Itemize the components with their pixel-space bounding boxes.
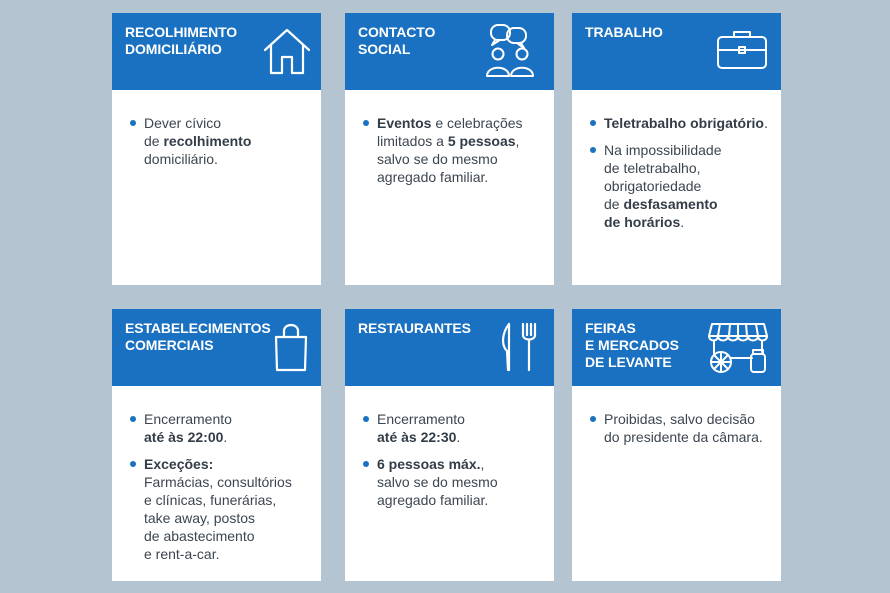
bullet-item <box>589 410 771 446</box>
card-title <box>585 24 663 41</box>
bullet-line: salvo se do mesmo <box>377 474 498 490</box>
card-title <box>358 320 471 337</box>
bullet-line: salvo se do mesmo <box>377 151 498 167</box>
bullet-line: de abastecimento <box>144 528 255 544</box>
card-title-line: TRABALHO <box>585 24 663 40</box>
card-body <box>112 90 321 168</box>
bullet-item <box>129 455 311 563</box>
card-header <box>112 309 321 386</box>
bullet-line: e clínicas, funerárias, <box>144 492 277 508</box>
card-title-line: SOCIAL <box>358 41 411 57</box>
bold-text: 5 pessoas <box>447 133 516 149</box>
bullet-line: até às 22:30. <box>377 429 461 445</box>
card-title-line: FEIRAS <box>585 320 636 336</box>
bold-text: até às 22:30 <box>377 429 457 445</box>
card-title-line: E MERCADOS <box>585 337 679 353</box>
shopping-bag-icon <box>272 321 310 373</box>
card-contacto-social <box>345 13 554 285</box>
bullet-line: Dever cívico <box>144 115 222 131</box>
bold-text: Exceções: <box>144 456 214 472</box>
bullet-line: take away, postos <box>144 510 256 526</box>
card-body <box>345 90 554 186</box>
bullet-item <box>589 114 771 132</box>
bullet-line: e rent-a-car. <box>144 546 220 562</box>
bullet-line: agregado familiar. <box>377 169 489 185</box>
card-header <box>345 309 554 386</box>
house-icon <box>262 26 312 76</box>
knife-fork-icon <box>499 321 539 375</box>
bullet-line: 6 pessoas máx., <box>377 456 485 472</box>
card-title-line: COMERCIAIS <box>125 337 214 353</box>
card-header <box>112 13 321 90</box>
bold-text: de horários <box>604 214 681 230</box>
bullet-line: Proibidas, salvo decisão <box>604 411 755 427</box>
bold-text: desfasamento <box>623 196 718 212</box>
card-title-line: RECOLHIMENTO <box>125 24 238 40</box>
bold-text: recolhimento <box>163 133 252 149</box>
card-body <box>345 386 554 509</box>
card-header <box>572 13 781 90</box>
bullet-line: Eventos e celebrações <box>377 115 523 131</box>
card-title-line: DE LEVANTE <box>585 354 672 370</box>
bullet-line: domiciliário. <box>144 151 218 167</box>
bold-text: Teletrabalho obrigatório <box>604 115 764 131</box>
people-chat-icon <box>483 21 541 79</box>
bullet-line: Farmácias, consultórios <box>144 474 292 490</box>
bullet-line: de desfasamento <box>604 196 718 212</box>
bullet-line: obrigatoriedade <box>604 178 702 194</box>
bullet-item <box>129 410 311 446</box>
bullet-item <box>362 114 544 186</box>
card-body <box>112 386 321 563</box>
bullet-line: Encerramento <box>377 411 465 427</box>
bold-text: até às 22:00 <box>144 429 224 445</box>
bullet-item <box>129 114 311 168</box>
bullet-item <box>589 141 771 231</box>
card-trabalho <box>572 13 781 285</box>
bullet-item <box>362 455 544 509</box>
market-stall-icon <box>708 318 768 376</box>
bullet-line: até às 22:00. <box>144 429 228 445</box>
bullet-line: Encerramento <box>144 411 232 427</box>
bullet-line: Na impossibilidade <box>604 142 722 158</box>
card-title-line: DOMICILIÁRIO <box>125 41 222 57</box>
briefcase-icon <box>715 28 769 72</box>
card-feiras-mercados <box>572 309 781 581</box>
bullet-line: agregado familiar. <box>377 492 489 508</box>
card-title <box>125 320 271 354</box>
card-body <box>572 90 781 231</box>
bullet-line: limitados a 5 pessoas, <box>377 133 520 149</box>
card-title-line: CONTACTO <box>358 24 436 40</box>
bullet-line: de horários. <box>604 214 685 230</box>
card-title <box>125 24 237 58</box>
bold-text: 6 pessoas máx. <box>377 456 481 472</box>
bullet-line: de recolhimento <box>144 133 252 149</box>
card-header <box>572 309 781 386</box>
bullet-line <box>144 455 311 473</box>
card-recolhimento <box>112 13 321 285</box>
bullet-line: do presidente da câmara. <box>604 429 763 445</box>
card-header <box>345 13 554 90</box>
card-title <box>358 24 435 58</box>
bold-text: Eventos <box>377 115 432 131</box>
card-restaurantes <box>345 309 554 581</box>
bullet-item <box>362 410 544 446</box>
card-estabelecimentos <box>112 309 321 581</box>
card-title <box>585 320 679 371</box>
bullet-line: de teletrabalho, <box>604 160 701 176</box>
bullet-line: Teletrabalho obrigatório. <box>604 115 768 131</box>
card-title-line: RESTAURANTES <box>358 320 471 336</box>
card-body <box>572 386 781 446</box>
card-title-line: ESTABELECIMENTOS <box>125 320 271 336</box>
